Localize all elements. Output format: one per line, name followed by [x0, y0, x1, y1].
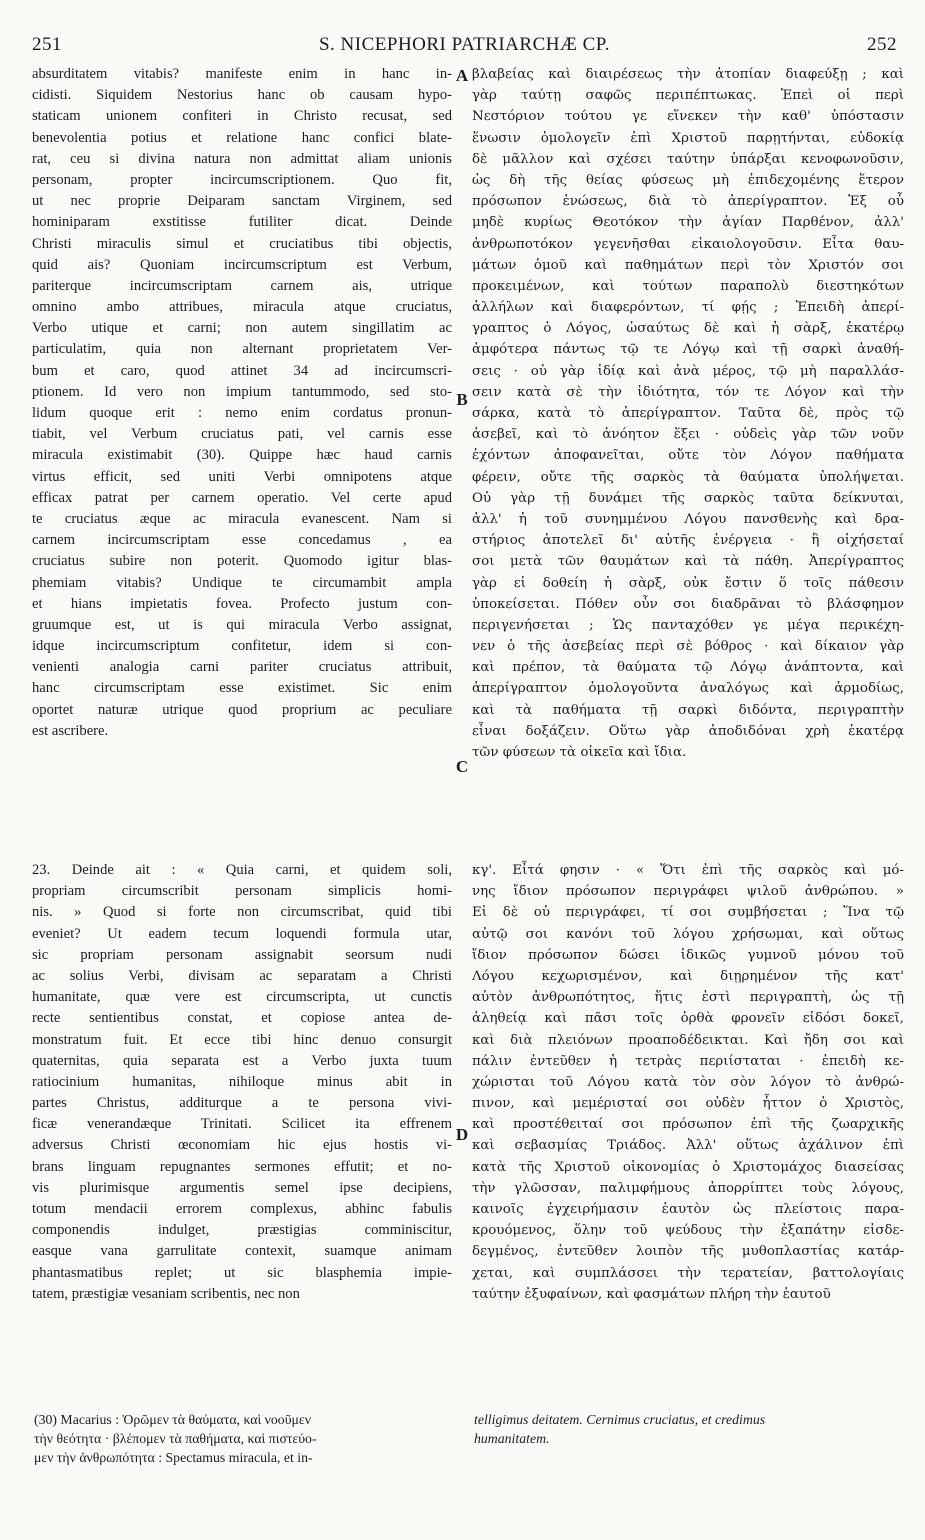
text-line: νης ἴδιον πρόσωπον περιγράφει ψιλοῦ ἀνθρώπου. » [472, 884, 904, 900]
text-line: γὰρ εἰ δοθείη ἡ σὰρξ, οὐκ ἔστιν ὅ τοῖς πάθεσιν [472, 575, 904, 591]
text-line: recte sentientibus constat, et copiose antea de- [32, 1010, 452, 1027]
text-line: hanc circumscriptam esse existimet. Sic enim [32, 680, 452, 697]
footnote-left [34, 1410, 454, 1467]
text-line: ptionem. Id vero non impium tantummodo, sed sto- [32, 383, 452, 400]
text-line: μάτων ὁμοῦ καὶ παθημάτων περὶ τὸν Χριστόν σοι [472, 257, 904, 273]
text-line: τὴν γλῶσσαν, παλιμφήμους ἀπορρίπτει τοὺς λόγους, [472, 1180, 904, 1196]
text-line: δεγμένος, ἐντεῦθεν λοιπὸν τῆς μυθοπλαστίας κατάρ- [472, 1244, 904, 1260]
text-line: humanitatem. [474, 1431, 550, 1446]
text-line: πινον, καὶ μεμέρισταί σοι οὐδὲν ἧττον ὁ Χριστὸς, [472, 1096, 904, 1112]
text-line: cidisti. Siquidem Nestorius hanc ob causam hypo- [32, 87, 452, 104]
text-line: πάλιν ἐντεῦθεν ἡ τετρὰς περιίσταται · ἐπειδὴ κε- [472, 1053, 904, 1069]
text-line: δὲ μᾶλλον καὶ σχέσει ταύτην ὑπάρξαι κενοφωνοῦσιν, [472, 151, 904, 167]
text-line: φέρειν, οὔτε τῆς σαρκὸς τὰ θαύματα ὑπολήψεται. [472, 469, 904, 485]
text-line: quaternitas, quia separata est a Verbo juxta tuum [32, 1052, 452, 1069]
text-line: efficax patrat per carnem operatio. Vel certe apud [32, 489, 452, 506]
footnote-right [474, 1410, 904, 1448]
text-line: (30) Macarius : Ὁρῶμεν τὰ θαύματα, καὶ νοοῦμεν [34, 1412, 311, 1427]
text-line: ἀλλήλων καὶ διαφερόντων, τί φῄς ; Ἐπειδὴ ἀπερί- [472, 300, 904, 316]
margin-marker-d: D [455, 1125, 469, 1144]
text-line: eveniet? Ut eadem tecum loquendi formula utar, [32, 925, 452, 942]
text-line: tatem, præstigiæ vesaniam scribentis, nec non [32, 1285, 300, 1302]
text-line: τῶν φύσεων τὰ οἰκεῖα καὶ ἴδια. [472, 745, 687, 760]
margin-marker-c: C [455, 757, 469, 776]
running-title: S. NICEPHORI PATRIARCHÆ CP. [318, 34, 610, 55]
text-line: σειν κατὰ σὲ τὴν ἰδιότητα, τόν τε Λόγον καὶ τὴν [472, 384, 904, 400]
text-line: χεται, καὶ συμπλάσσει τὴν τερατείαν, βαττολογίαις [472, 1265, 904, 1281]
text-line: ficæ venerandæque Trinitati. Scilicet ita effrenem [32, 1116, 452, 1133]
text-line: γὰρ ταύτῃ σαφῶς περιπέπτωκας. Ἐπεὶ οἱ περὶ [472, 88, 904, 104]
text-line: venienti analogia carni pariter cruciatus attribuit, [32, 659, 452, 676]
text-line: Λόγου κεχωρισμένον, καὶ διῃρημένον τῆς κατ' [472, 968, 904, 984]
text-line: ratiocinium humanitas, nihiloque minus abit in [32, 1073, 452, 1090]
text-line: Verbo utique et carni; non autem singillatim ac [32, 320, 452, 337]
text-line: νεν ὁ τῆς ἀσεβείας περὶ σὲ βόθρος · καὶ δίκαιον γὰρ [472, 639, 904, 655]
text-line: χώρισται τοῦ Λόγου κατὰ τὸν σὸν λόγον τὸ ἀνθρώ- [472, 1074, 904, 1090]
text-line: κγ'. Εἶτά φησιν · « Ὅτι ἐπὶ τῆς σαρκὸς καὶ μό- [472, 863, 904, 878]
text-line: carnem incircumscriptam esse concedamus , ea [32, 532, 452, 549]
text-line: ἀσεβεῖ, καὶ τὸ ἀνόητον ἕξει · οὐδεὶς γὰρ τῶν νοῦν [472, 427, 904, 443]
text-line: καὶ διὰ πλειόνων προαποδέδεικται. Καὶ ἤδη σοι καὶ [472, 1032, 904, 1048]
text-line: σάρκα, κατὰ τὸ ἀπερίγραπτον. Ταῦτα δὲ, πρὸς τῷ [472, 406, 904, 421]
text-line: hominiparam exstitisse futiliter dicat. Deinde [32, 214, 452, 231]
text-line: ἴδιον πρόσωπον δώσει ἰδικῶς γυμνοῦ μόνου τοῦ [472, 947, 904, 963]
text-line: rat, ceu si divina natura non admittat aliam unionis [32, 150, 452, 167]
text-line: ἀνθρωποτόκον γεγενῆσθαι εἰκαιολογοῦσιν. Εἶτα θαυ- [472, 236, 904, 252]
text-line: ἀπερίγραπτον ὁμολογοῦντα ἀναλόγως καὶ ἁρμοδίως, [472, 681, 904, 697]
text-line: totum mendacii errorem complexus, abhinc fabulis [32, 1201, 452, 1217]
text-line: καὶ τὰ παθήματα τῇ σαρκὶ διδόντα, περιγραπτὴν [472, 702, 904, 718]
text-line: componendis indulget, præstigias comminiscitur, [32, 1222, 452, 1239]
text-line: absurditatem vitabis? manifeste enim in hanc in- [32, 66, 452, 82]
page-number-left: 251 [32, 34, 62, 55]
text-line: τὴν θεότητα · βλέπομεν τὰ παθήματα, καὶ πιστεύο- [34, 1431, 317, 1446]
text-line: 23. Deinde ait : « Quia carni, et quidem soli, [32, 862, 452, 878]
text-line: ταύτην ἐξυφαίνων, καὶ φασμάτων πλήρη τὴν ἑαυτοῦ [472, 1286, 831, 1302]
latin-column-top [32, 64, 452, 742]
text-line: βλαβείας καὶ διαιρέσεως τὴν ἀτοπίαν διαφεύξῃ ; καὶ [472, 67, 904, 82]
greek-column-bottom [472, 860, 904, 1305]
text-line: αὐτὸν ἀνθρωπότητος, ἥτις ἐστὶ περιγραπτὴ, ὡς τῇ [472, 990, 904, 1006]
text-line: Christi miraculis simul et cruciatibus tibi objectis, [32, 235, 452, 252]
latin-column-bottom [32, 860, 452, 1305]
text-line: αὐτῷ σοι κανόνι τοῦ λόγου χρήσωμαι, καὶ οὕτως [472, 926, 904, 942]
page-number-right: 252 [867, 34, 897, 55]
text-line: quid ais? Quoniam incircumscriptum est Verbum, [32, 256, 452, 273]
text-line: phantasmatibus replet; ut sic blasphemia impie- [32, 1264, 452, 1281]
text-line: partes Christus, additurque a te persona vivi- [32, 1095, 452, 1112]
greek-column-top [472, 64, 904, 763]
text-line: μεν τὴν ἀνθρωπότητα : Spectamus miracula, et in- [34, 1450, 313, 1465]
text-line: γραπτος ὁ Λόγος, ὡσαύτως δὲ καὶ ἡ σὰρξ, ἑκατέρῳ [472, 321, 904, 337]
text-line: καὶ πρέπον, τὰ θαύματα τῷ Λόγῳ ἀνάπτοντα, καὶ [472, 660, 904, 676]
text-line: καινοῖς ἐγχειρήμασιν ἑαυτὸν ὡς πλείστοις παρα- [472, 1202, 904, 1217]
text-line: Εἰ δὲ οὐ περιγράφει, τί σοι συμβήσεται ; Ἵνα τῷ [472, 905, 904, 921]
text-line: humanitate, quæ vere est circumscripta, ut cunctis [32, 989, 452, 1006]
text-line: telligimus deitatem. Cernimus cruciatus, et credimus [474, 1412, 766, 1427]
text-line: brans linguam repugnantes sermones effutit; et no- [32, 1158, 452, 1175]
text-line: ἐχόντων ἀποφανεῖται, οὔτε τὸν Λόγον παθήματα [472, 448, 904, 464]
text-line: phemiam vitabis? Undique te circumambit ampla [32, 574, 452, 591]
text-line: est ascribere. [32, 722, 109, 739]
text-line: ὡς δὴ τῆς θείας φύσεως μὴ ἐπιδεχομένης ἕτερον [472, 172, 904, 188]
text-line: staticam unionem confiteri in Christo recusat, sed [32, 108, 452, 125]
text-line: oportet naturæ utrique quod proprium ac peculiare [32, 701, 452, 718]
text-line: κατὰ τῆς Χριστοῦ οἰκονομίας ὁ Χριστομάχος διασείσας [472, 1159, 904, 1175]
text-line: πρόσωπον ἑνώσεως, διὰ τὸ ἀπερίγραπτον. Ἐξ οὗ [472, 194, 904, 210]
text-line: καὶ σεβασμίας Τριάδος. Ἀλλ' οὕτως ἀχάλινον ἐπὶ [472, 1138, 904, 1154]
text-line: omnino ambo attribues, miracula atque cruciatus, [32, 299, 452, 316]
text-line: εἶναι δοξάζειν. Οὕτω γὰρ ἀποδιδόναι χρὴ ἑκατέρᾳ [472, 723, 904, 739]
text-line: ὑποκείσεται. Πόθεν οὖν σοι διαδρᾶναι τὸ βλάσφημον [472, 596, 904, 612]
text-line: te cruciatus æque ac miracula evanescent. Nam si [32, 510, 452, 527]
text-line: ἕνωσιν ὁμολογεῖν ἐπὶ Χριστοῦ παρῃτήνται, εὐδοκίᾳ [472, 130, 904, 146]
text-line: adversus Christi œconomiam hic ejus hostis vi- [32, 1137, 452, 1154]
text-line: propriam circumscribit personam simplicis homi- [32, 883, 452, 900]
text-line: miracula existimabit (30). Quippe hæc haud carnis [32, 447, 452, 464]
text-line: ἀληθείᾳ καὶ πᾶσι τοῖς ὀρθὰ φρονεῖν εἰδόσι δοκεῖ, [472, 1011, 904, 1027]
text-line: particulatim, quia non alternant proprietatem Ver- [32, 341, 452, 358]
text-line: cruciatus subire non poterit. Quomodo igitur blas- [32, 553, 452, 570]
text-line: καὶ προστέθειταί σοι πρόσωπον ἐπὶ τῆς ζωαρχικῆς [472, 1117, 904, 1133]
text-line: vis plurimisque argumentis semel ipse decipiens, [32, 1179, 452, 1196]
text-line: μηδὲ κυρίως Θεοτόκον τὴν ἁγίαν Παρθένον, ἀλλ' [472, 215, 904, 231]
margin-marker-b: B [456, 390, 468, 409]
text-line: ut nec proprie Deiparam sanctam Virginem, sed [32, 193, 452, 210]
text-line: Οὐ γὰρ τῇ δυνάμει τῆς σαρκὸς ταῦτα δείκνυται, [472, 490, 904, 506]
text-line: σοι μετὰ τῶν θαυμάτων καὶ τὰ πάθη. Ἀπερίγραπτος [472, 554, 904, 570]
text-line: προκειμένων, καὶ τούτων παραπολὺ διεστηκότων [472, 278, 904, 294]
text-line: gruumque est, ut is qui miracula Verbo assignat, [32, 616, 452, 633]
text-line: στήριος ἀποτελεῖ δι' αὐτῆς ἐνέργεια · ἢ οἰχήσεταί [472, 533, 904, 549]
text-line: easque vana garrulitate contexit, suamque animam [32, 1243, 452, 1260]
text-line: σεις · οὐ γὰρ ἰδίᾳ καὶ ἀνὰ μέρος, τῷ μὴ παραλλάσ- [472, 363, 904, 379]
text-line: benevolentia potius et relatione hanc confici blate- [32, 129, 452, 146]
text-line: personam, propter incircumscriptionem. Quo fit, [32, 171, 452, 188]
text-line: lidum quoque erit : nemo enim cordatus pronun- [32, 405, 452, 421]
margin-marker-a: A [455, 66, 469, 85]
text-line: idque incircumscriptum confitetur, idem si con- [32, 638, 452, 655]
text-line: tiabit, vel Verbum cruciatus pati, vel carnis esse [32, 426, 452, 443]
page-header [32, 34, 897, 56]
text-line: περιγενήσεται ; Ὡς πανταχόθεν γε μέγα περικέχη- [472, 617, 904, 633]
text-line: ἀλλ' ἡ τοῦ συνημμένου Λόγου πανσθενὴς καὶ δρα- [472, 511, 904, 527]
text-line: bum et caro, quod attinet 34 ad incircumscri- [32, 362, 452, 379]
text-line: ἀμφότερα πάντως τῷ τε Λόγῳ καὶ τῇ σαρκὶ ἀναθή- [472, 342, 904, 358]
text-line: nis. » Quod si forte non circumscribat, quid tibi [32, 904, 452, 921]
text-line: κρουόμενος, ὅλην τοῦ ψεύδους τὴν ἐξαπάτην εἰσδε- [472, 1223, 904, 1239]
text-line: et hians impietatis fovea. Profecto justum con- [32, 595, 452, 612]
text-line: Νεστόριον τούτου γε εἵνεκεν τὴν καθ' ὑπόστασιν [472, 109, 904, 125]
text-line: virtus efficit, sed uniti Verbi omnipotens atque [32, 468, 452, 485]
text-line: sic propriam personam assignabit seorsum nudi [32, 946, 452, 963]
text-line: pariterque incircumscriptam carnem ais, utrique [32, 277, 452, 294]
text-line: monstratum fuit. Et ecce tibi hinc denuo consurgit [32, 1031, 452, 1048]
text-line: ac solius Verbi, divisam ac separatam a Christi [32, 967, 452, 984]
